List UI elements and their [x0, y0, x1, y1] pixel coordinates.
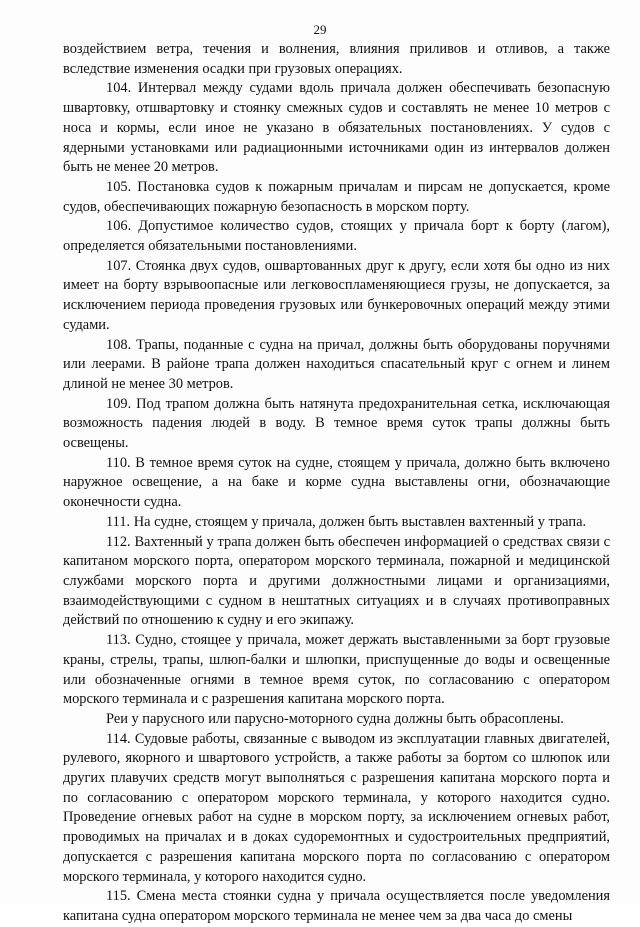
paragraph-112: 112. Вахтенный у трапа должен быть обеспечен информацией о средствах связи с капитаном морского порта, оператором морского терминала, пожарной и медицинской службами морского порта и другими должностными лицами и организациями, взаимодействующими с судном в нештатных ситуациях и в случаях противоправных действий по отношению к судну и его экипажу.: [63, 533, 610, 629]
page-number: 29: [313, 22, 327, 37]
paragraph-111: 111. На судне, стоящем у причала, должен быть выставлен вахтенный у трапа.: [106, 513, 587, 530]
paragraph-108: 108. Трапы, поданные с судна на причал, должны быть оборудованы поручнями или леерами. В районе трапа должен находиться спасательный круг с огнем и линем длиной не менее 30 метров.: [63, 336, 610, 392]
paragraph-105: 105. Постановка судов к пожарным причалам и пирсам не допускается, кроме судов, обеспечивающих пожарную безопасность в морском порту.: [63, 178, 610, 215]
paragraph-115: 115. Смена места стоянки судна у причала осуществляется после уведомления капитана судна оператором морского терминала не менее чем за два часа до смены: [63, 888, 610, 924]
paragraph-110: 110. В темное время суток на судне, стоящем у причала, должно быть включено наружное освещение, а на баке и корме судна выставлены огни, обозначающие оконечности судна.: [63, 454, 610, 511]
paragraph-107: 107. Стоянка двух судов, ошвартованных друг к другу, если хотя бы одно из них имеет на борту взрывоопасные или легковоспламеняющиеся грузы, не допускается, за исключением периода проведения грузовых или бункеровочных операций между этими судами.: [63, 257, 610, 333]
paragraph-104: 104. Интервал между судами вдоль причала должен обеспечивать безопасную швартовку, отшвартовку и стоянку смежных судов и составлять не менее 10 метров с носа и кормы, если иное не указано в обязательных постановлениях. У судов с ядерными установками или радиационными источниками один из интервалов должен быть не менее 20 метров.: [63, 80, 610, 176]
paragraph-113-sails: Реи у парусного или парусно-моторного судна должны быть обрасоплены.: [106, 710, 564, 727]
document-body: [63, 40, 610, 927]
paragraph-109: 109. Под трапом должна быть натянута предохранительная сетка, исключающая возможность падения людей в воду. В темное время суток трапы должны быть освещены.: [63, 395, 610, 452]
paragraph-106: 106. Допустимое количество судов, стоящих у причала борт к борту (лагом), определяется обязательными постановлениями.: [63, 218, 610, 255]
paragraph-113: 113. Судно, стоящее у причала, может держать выставленными за борт грузовые краны, стрелы, трапы, шлюп-балки и шлюпки, приспущенные до воды и освещенные или обозначенные огнями в темное время суток, по согласованию с оператором морского терминала и с разрешения капитана морского порта.: [63, 632, 610, 708]
paragraph-continuation: воздействием ветра, течения и волнения, влияния приливов и отливов, а также вследствие изменения осадки при грузовых операциях.: [63, 41, 610, 77]
paragraph-114: 114. Судовые работы, связанные с выводом из эксплуатации главных двигателей, рулевого, якорного и швартового устройств, а также работы за бортом со шлюпок или других плавучих средств могут выполняться с разрешения капитана морского порта и по согласованию с оператором морского терминала, у которого находится судно. Проведение огневых работ на судне в морском порту, за исключением огневых работ, проводимых на причалах и в доках судоремонтных и судостроительных предприятий, допускается с разрешения капитана морского порта по согласованию с оператором морского терминала, у которого находится судно.: [63, 730, 610, 885]
